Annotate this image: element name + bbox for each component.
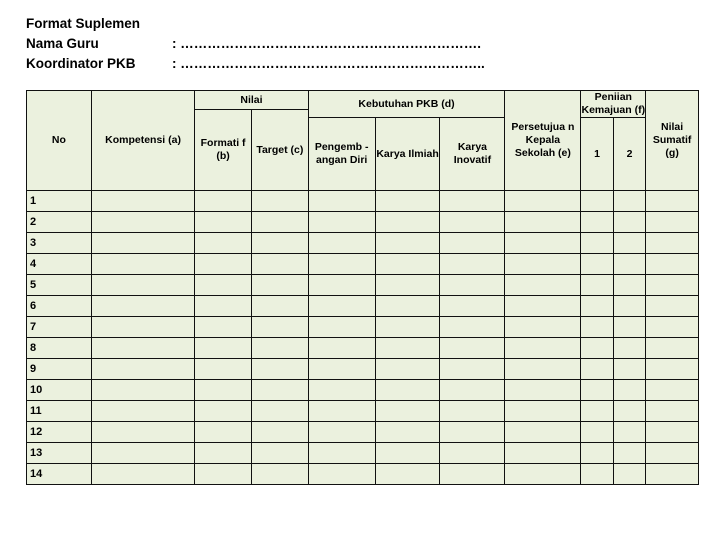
table-cell: [195, 443, 252, 464]
table-cell: [613, 275, 645, 296]
table-cell: [613, 212, 645, 233]
table-cell: [505, 380, 581, 401]
row-number: 4: [27, 254, 92, 275]
table-cell: [581, 233, 613, 254]
table-cell: [375, 401, 440, 422]
table-cell: [308, 443, 375, 464]
row-number: 6: [27, 296, 92, 317]
table-row: [27, 191, 699, 212]
table-cell: [91, 401, 194, 422]
koordinator-value: : …………………………………………………………..: [172, 56, 485, 71]
table-cell: [308, 338, 375, 359]
row-number: 14: [27, 464, 92, 485]
table-cell: [581, 275, 613, 296]
table-cell: [581, 359, 613, 380]
table-cell: [440, 380, 505, 401]
table-cell: [91, 233, 194, 254]
table-row: [27, 443, 699, 464]
table-cell: [613, 464, 645, 485]
table-cell: [251, 254, 308, 275]
table-cell: [308, 464, 375, 485]
table-cell: [440, 422, 505, 443]
nama-guru-value: : ………………………………………………………….: [172, 36, 481, 51]
table-cell: [91, 464, 194, 485]
table-cell: [440, 359, 505, 380]
table-cell: [91, 212, 194, 233]
table-cell: [613, 191, 645, 212]
table-row: [27, 464, 699, 485]
table-cell: [195, 212, 252, 233]
table-cell: [440, 443, 505, 464]
table-cell: [375, 191, 440, 212]
table-cell: [375, 380, 440, 401]
table-cell: [375, 359, 440, 380]
header-target: Target (c): [251, 110, 308, 191]
document-header: [26, 14, 485, 74]
table-cell: [646, 317, 699, 338]
table-cell: [251, 233, 308, 254]
row-number: 12: [27, 422, 92, 443]
table-cell: [581, 380, 613, 401]
header-penilaian-2: 2: [613, 118, 645, 191]
table-cell: [581, 317, 613, 338]
header-nilai-sumatif: Nilai Sumatif (g): [646, 91, 699, 191]
table-cell: [613, 296, 645, 317]
table-cell: [613, 359, 645, 380]
table-cell: [195, 380, 252, 401]
row-number: 11: [27, 401, 92, 422]
table-row: [27, 212, 699, 233]
table-cell: [613, 443, 645, 464]
header-pengembangan-diri: Pengemb -angan Diri: [308, 118, 375, 191]
table-cell: [195, 359, 252, 380]
table-cell: [505, 443, 581, 464]
table-cell: [308, 422, 375, 443]
table-cell: [308, 212, 375, 233]
table-cell: [91, 443, 194, 464]
table-cell: [308, 359, 375, 380]
table-cell: [581, 422, 613, 443]
table-cell: [613, 233, 645, 254]
table-cell: [91, 317, 194, 338]
header-nilai: Nilai: [195, 91, 309, 110]
header-persetujuan: Persetujua n Kepala Sekolah (e): [505, 91, 581, 191]
document-title: Format Suplemen: [26, 16, 141, 31]
table-cell: [251, 422, 308, 443]
table-cell: [375, 443, 440, 464]
row-number: 9: [27, 359, 92, 380]
table-cell: [251, 296, 308, 317]
table-cell: [646, 359, 699, 380]
header-no: No: [27, 91, 92, 191]
table-cell: [581, 191, 613, 212]
table-cell: [91, 422, 194, 443]
table-cell: [375, 254, 440, 275]
header-karya-ilmiah: Karya Ilmiah: [375, 118, 440, 191]
table-cell: [251, 359, 308, 380]
table-cell: [308, 401, 375, 422]
koordinator-label: Koordinator PKB: [26, 56, 136, 71]
table-cell: [613, 380, 645, 401]
table-row: [27, 275, 699, 296]
table-cell: [505, 359, 581, 380]
table-cell: [440, 254, 505, 275]
table-cell: [308, 254, 375, 275]
row-number: 7: [27, 317, 92, 338]
header-kebutuhan-pkb: Kebutuhan PKB (d): [308, 91, 505, 118]
table-cell: [581, 254, 613, 275]
table-cell: [308, 296, 375, 317]
nama-guru-row: [26, 34, 485, 54]
table-row: [27, 254, 699, 275]
table-cell: [646, 296, 699, 317]
table-cell: [375, 296, 440, 317]
table-cell: [613, 401, 645, 422]
table-cell: [251, 191, 308, 212]
table-cell: [251, 275, 308, 296]
table-row: [27, 380, 699, 401]
table-cell: [251, 338, 308, 359]
table-cell: [91, 275, 194, 296]
table-cell: [505, 191, 581, 212]
table-cell: [91, 338, 194, 359]
table-cell: [375, 338, 440, 359]
table-row: [27, 338, 699, 359]
table-cell: [91, 191, 194, 212]
table-row: [27, 233, 699, 254]
row-number: 8: [27, 338, 92, 359]
table-row: [27, 317, 699, 338]
table-cell: [375, 275, 440, 296]
table-cell: [440, 191, 505, 212]
table-cell: [646, 401, 699, 422]
supplement-table: [26, 90, 699, 485]
table-cell: [91, 254, 194, 275]
row-number: 2: [27, 212, 92, 233]
table-cell: [505, 317, 581, 338]
table-cell: [375, 317, 440, 338]
table-cell: [613, 422, 645, 443]
table-cell: [195, 233, 252, 254]
table-cell: [613, 254, 645, 275]
header-penilaian-kemajuan: Peniian Kemajuan (f): [581, 91, 646, 116]
table-cell: [251, 443, 308, 464]
table-cell: [91, 359, 194, 380]
table-cell: [440, 212, 505, 233]
table-cell: [195, 422, 252, 443]
table-row: [27, 422, 699, 443]
table-cell: [581, 464, 613, 485]
table-body: [27, 191, 699, 485]
table-cell: [581, 212, 613, 233]
koordinator-row: [26, 54, 485, 74]
table-cell: [91, 296, 194, 317]
nama-guru-label: Nama Guru: [26, 36, 99, 51]
table-cell: [646, 275, 699, 296]
table-cell: [440, 338, 505, 359]
table-cell: [440, 317, 505, 338]
table-cell: [505, 296, 581, 317]
table-cell: [195, 254, 252, 275]
table-cell: [195, 191, 252, 212]
table-cell: [308, 380, 375, 401]
table-cell: [646, 422, 699, 443]
table-cell: [375, 422, 440, 443]
table-cell: [646, 254, 699, 275]
table-cell: [646, 380, 699, 401]
table-cell: [251, 401, 308, 422]
table-cell: [195, 464, 252, 485]
table-cell: [308, 317, 375, 338]
table-cell: [646, 464, 699, 485]
table-cell: [375, 212, 440, 233]
table-cell: [195, 338, 252, 359]
table-cell: [646, 443, 699, 464]
table-row: [27, 296, 699, 317]
table-cell: [581, 443, 613, 464]
header-formatif: Formati f (b): [195, 110, 252, 191]
table-cell: [91, 380, 194, 401]
table-cell: [505, 212, 581, 233]
table-cell: [440, 401, 505, 422]
table-cell: [251, 464, 308, 485]
table-cell: [505, 233, 581, 254]
table-cell: [581, 296, 613, 317]
row-number: 13: [27, 443, 92, 464]
table-cell: [251, 380, 308, 401]
table-cell: [505, 422, 581, 443]
table-cell: [505, 275, 581, 296]
table-cell: [505, 254, 581, 275]
table-cell: [646, 212, 699, 233]
row-number: 5: [27, 275, 92, 296]
table-cell: [195, 275, 252, 296]
row-number: 3: [27, 233, 92, 254]
table-cell: [505, 464, 581, 485]
table-cell: [440, 233, 505, 254]
table-cell: [440, 464, 505, 485]
table-cell: [308, 191, 375, 212]
table-cell: [613, 338, 645, 359]
table-cell: [308, 275, 375, 296]
table-cell: [440, 275, 505, 296]
table-row: [27, 359, 699, 380]
table-cell: [195, 296, 252, 317]
table-cell: [251, 317, 308, 338]
header-karya-inovatif: Karya Inovatif: [440, 118, 505, 191]
table-cell: [195, 401, 252, 422]
table-cell: [251, 212, 308, 233]
table-cell: [375, 464, 440, 485]
table-cell: [505, 401, 581, 422]
table-row: [27, 401, 699, 422]
table-cell: [505, 338, 581, 359]
table-cell: [440, 296, 505, 317]
header-penilaian-1: 1: [581, 118, 613, 191]
table-cell: [308, 233, 375, 254]
row-number: 10: [27, 380, 92, 401]
table-cell: [195, 317, 252, 338]
table-cell: [581, 338, 613, 359]
table-cell: [646, 338, 699, 359]
table-cell: [646, 233, 699, 254]
table-cell: [581, 401, 613, 422]
table-cell: [646, 191, 699, 212]
table-cell: [375, 233, 440, 254]
header-kompetensi: Kompetensi (a): [91, 91, 194, 191]
table-cell: [613, 317, 645, 338]
row-number: 1: [27, 191, 92, 212]
